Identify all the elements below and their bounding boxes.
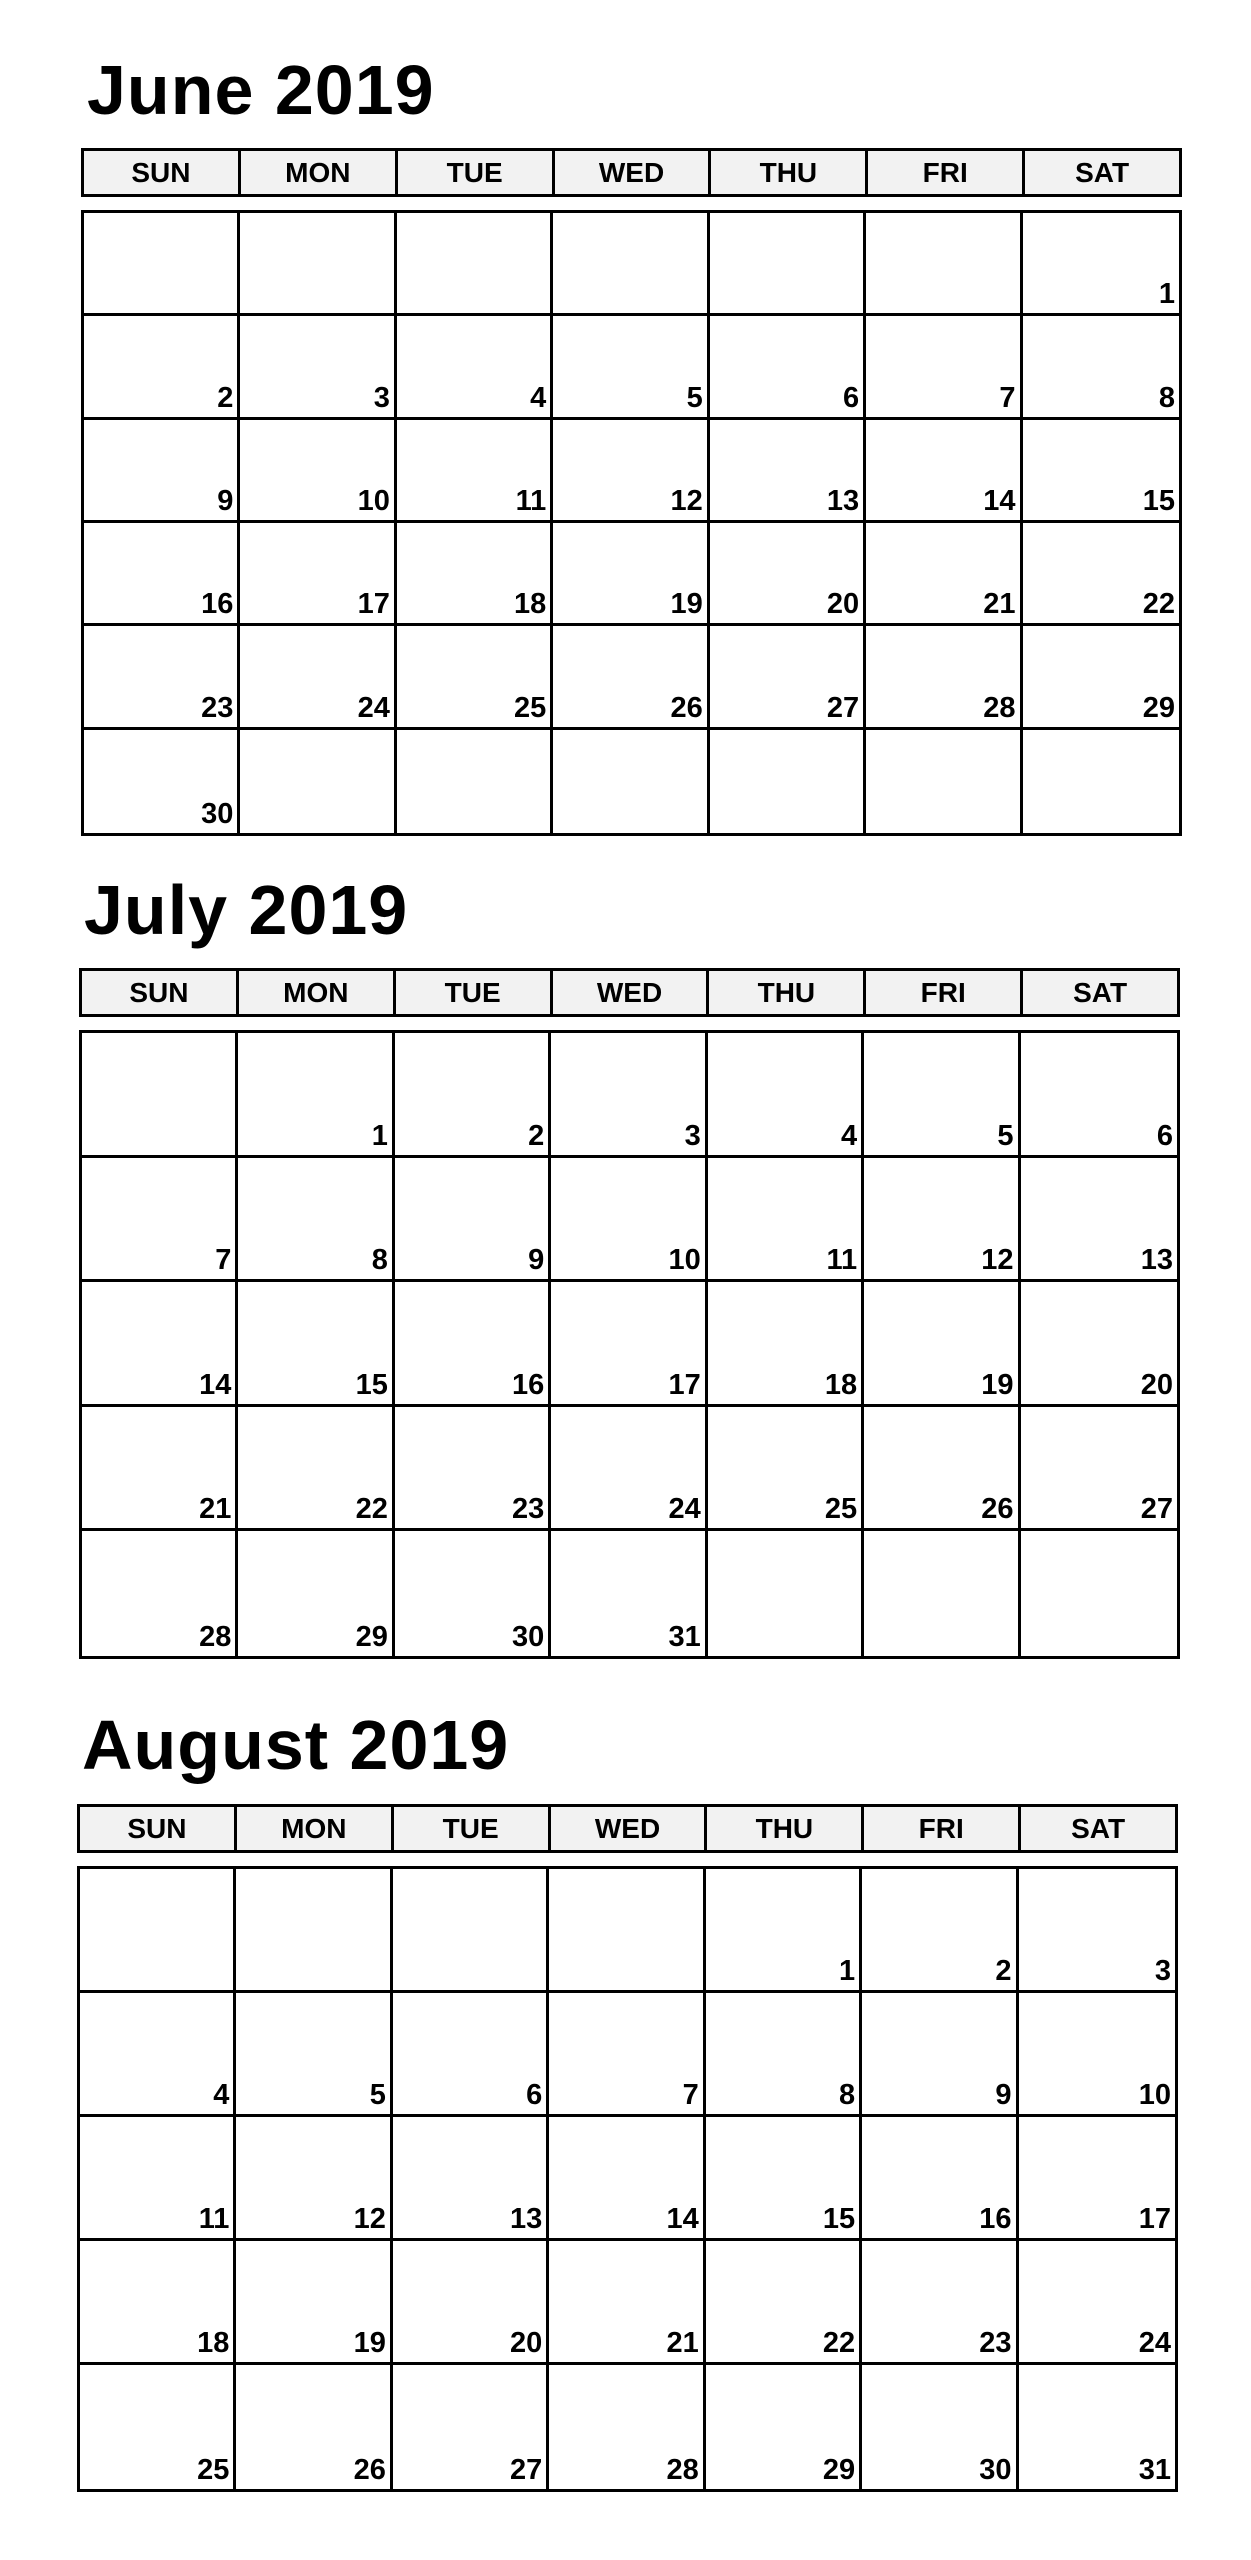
day-number: 23: [201, 691, 234, 724]
day-cell: [708, 1407, 864, 1532]
day-cell: [866, 626, 1022, 729]
day-number: 14: [983, 485, 1016, 517]
day-number: 7: [999, 381, 1016, 414]
day-number: 9: [995, 2079, 1012, 2111]
day-cell: [862, 2241, 1018, 2365]
empty-day-cell: [866, 730, 1022, 833]
day-number: 1: [1158, 278, 1175, 311]
day-cell: [710, 626, 866, 729]
day-cell: [80, 1993, 236, 2117]
day-number: 29: [355, 1620, 388, 1653]
day-number: 15: [822, 2203, 856, 2235]
day-cell: [549, 1993, 705, 2117]
day-number: 30: [979, 2454, 1012, 2486]
empty-day-cell: [710, 730, 866, 833]
day-number: 9: [217, 485, 234, 517]
empty-day-cell: [708, 1531, 864, 1656]
day-cell: [395, 1407, 551, 1532]
weekday-header-row: [77, 1804, 1178, 1853]
day-cell: [706, 2117, 862, 2241]
day-cell: [393, 2365, 549, 2489]
day-number: 3: [1154, 1955, 1171, 1987]
day-number: 26: [353, 2454, 386, 2486]
weekday-sun: SUN: [131, 156, 191, 188]
day-cell: [1021, 1158, 1177, 1283]
weekday-sun: SUN: [129, 976, 189, 1008]
day-number: 6: [843, 381, 860, 414]
day-cell: [236, 2365, 392, 2489]
day-cell: [706, 2241, 862, 2365]
day-cell: [862, 2117, 1018, 2241]
day-number: 8: [839, 2079, 856, 2111]
day-number: 29: [822, 2454, 856, 2486]
weekday-fri: FRI: [863, 971, 1020, 1014]
month-title: July 2019: [84, 871, 409, 949]
day-cell: [708, 1158, 864, 1283]
weekday-wed: WED: [552, 151, 709, 194]
day-number: 14: [666, 2203, 699, 2235]
day-number: 5: [686, 381, 703, 414]
day-number: 15: [1142, 485, 1175, 517]
weekday-header-row: [79, 968, 1180, 1017]
day-cell: [82, 1407, 238, 1532]
day-number: 24: [1138, 2327, 1171, 2359]
day-number: 24: [668, 1493, 701, 1526]
weekday-mon: MON: [238, 151, 395, 194]
day-number: 22: [1142, 588, 1175, 621]
weekday-tue: TUE: [391, 1807, 548, 1850]
day-number: 22: [822, 2327, 856, 2359]
day-cell: [395, 1033, 551, 1158]
day-number: 15: [355, 1368, 388, 1401]
weekday-wed: WED: [550, 971, 707, 1014]
day-cell: [710, 523, 866, 626]
day-cell: [84, 420, 240, 523]
day-cell: [84, 730, 240, 833]
weekday-mon: MON: [234, 1807, 391, 1850]
day-number: 26: [670, 691, 703, 724]
day-cell: [549, 2365, 705, 2489]
day-number: 21: [666, 2327, 699, 2359]
day-cell: [395, 1158, 551, 1283]
empty-day-cell: [240, 730, 396, 833]
day-cell: [238, 1531, 394, 1656]
weekday-thu: THU: [704, 1807, 861, 1850]
day-number: 19: [981, 1368, 1014, 1401]
day-cell: [551, 1158, 707, 1283]
day-number: 17: [357, 588, 390, 621]
day-number: 25: [514, 691, 547, 724]
day-cell: [82, 1282, 238, 1407]
weekday-mon: MON: [236, 971, 393, 1014]
day-number: 3: [373, 381, 390, 414]
weekday-header-row: [81, 148, 1182, 197]
weekday-sat: SAT: [1022, 151, 1179, 194]
day-cell: [82, 1158, 238, 1283]
day-cell: [1021, 1282, 1177, 1407]
day-cell: [236, 2241, 392, 2365]
day-number: 16: [979, 2203, 1012, 2235]
day-number: 30: [201, 798, 234, 830]
day-number: 28: [666, 2454, 699, 2486]
day-cell: [1019, 1993, 1175, 2117]
day-number: 11: [198, 2203, 230, 2235]
day-cell: [82, 1531, 238, 1656]
day-number: 28: [983, 691, 1016, 724]
day-cell: [84, 523, 240, 626]
day-number: 27: [510, 2454, 543, 2486]
day-cell: [1019, 1869, 1175, 1993]
day-cell: [238, 1407, 394, 1532]
day-number: 11: [515, 485, 547, 517]
day-number: 22: [355, 1493, 388, 1526]
day-cell: [553, 316, 709, 419]
day-number: 27: [826, 691, 860, 724]
day-number: 19: [670, 588, 703, 621]
day-number: 6: [526, 2079, 543, 2111]
day-cell: [551, 1282, 707, 1407]
day-number: 16: [512, 1368, 545, 1401]
day-number: 1: [839, 1955, 856, 1987]
calendar-grid: [77, 1866, 1178, 2492]
day-cell: [397, 316, 553, 419]
empty-day-cell: [240, 213, 396, 316]
day-number: 13: [510, 2203, 543, 2235]
empty-day-cell: [397, 730, 553, 833]
day-cell: [80, 2241, 236, 2365]
day-cell: [864, 1033, 1020, 1158]
empty-day-cell: [397, 213, 553, 316]
day-cell: [866, 523, 1022, 626]
day-cell: [866, 420, 1022, 523]
day-number: 18: [514, 588, 547, 621]
day-cell: [864, 1407, 1020, 1532]
day-cell: [708, 1282, 864, 1407]
day-number: 12: [981, 1244, 1014, 1277]
day-number: 5: [369, 2079, 386, 2111]
day-cell: [549, 2241, 705, 2365]
empty-day-cell: [393, 1869, 549, 1993]
day-number: 2: [528, 1119, 545, 1152]
day-number: 18: [197, 2327, 230, 2359]
day-cell: [710, 316, 866, 419]
day-cell: [551, 1033, 707, 1158]
day-number: 7: [682, 2079, 699, 2111]
day-number: 23: [979, 2327, 1012, 2359]
empty-day-cell: [864, 1531, 1020, 1656]
day-number: 3: [684, 1119, 701, 1152]
day-number: 2: [217, 381, 234, 414]
day-number: 31: [1138, 2454, 1171, 2486]
day-number: 12: [670, 485, 703, 517]
day-cell: [1021, 1407, 1177, 1532]
empty-day-cell: [82, 1033, 238, 1158]
day-cell: [238, 1033, 394, 1158]
empty-day-cell: [236, 1869, 392, 1993]
day-number: 2: [995, 1955, 1012, 1987]
empty-day-cell: [553, 213, 709, 316]
day-number: 17: [668, 1368, 701, 1401]
day-number: 31: [668, 1620, 701, 1653]
day-number: 19: [353, 2327, 386, 2359]
calendar-grid: [79, 1030, 1180, 1659]
empty-day-cell: [553, 730, 709, 833]
day-cell: [864, 1158, 1020, 1283]
day-cell: [1019, 2365, 1175, 2489]
day-cell: [710, 420, 866, 523]
day-number: 25: [197, 2454, 230, 2486]
day-number: 25: [824, 1493, 858, 1526]
empty-day-cell: [1023, 730, 1179, 833]
day-number: 11: [826, 1244, 858, 1277]
day-number: 20: [510, 2327, 543, 2359]
day-cell: [862, 2365, 1018, 2489]
empty-day-cell: [80, 1869, 236, 1993]
day-cell: [862, 1869, 1018, 1993]
day-number: 10: [668, 1244, 701, 1277]
day-cell: [236, 1993, 392, 2117]
day-cell: [864, 1282, 1020, 1407]
day-cell: [236, 2117, 392, 2241]
day-number: 4: [841, 1119, 858, 1152]
day-cell: [395, 1282, 551, 1407]
day-number: 21: [983, 588, 1016, 621]
day-number: 4: [213, 2079, 230, 2111]
weekday-tue: TUE: [393, 971, 550, 1014]
empty-day-cell: [549, 1869, 705, 1993]
day-cell: [84, 626, 240, 729]
day-number: 4: [530, 381, 547, 414]
day-number: 14: [199, 1368, 232, 1401]
day-number: 10: [357, 485, 390, 517]
day-number: 9: [528, 1244, 545, 1277]
day-cell: [706, 1993, 862, 2117]
day-number: 20: [1140, 1368, 1173, 1401]
day-cell: [240, 316, 396, 419]
month-title: August 2019: [82, 1706, 510, 1784]
day-number: 30: [512, 1620, 545, 1653]
empty-day-cell: [1021, 1531, 1177, 1656]
day-number: 1: [371, 1119, 388, 1152]
day-number: 28: [199, 1620, 232, 1653]
day-number: 27: [1140, 1493, 1173, 1526]
month-title: June 2019: [87, 51, 435, 129]
day-cell: [393, 2241, 549, 2365]
day-cell: [1023, 523, 1179, 626]
weekday-sat: SAT: [1018, 1807, 1175, 1850]
weekday-fri: FRI: [865, 151, 1022, 194]
empty-day-cell: [710, 213, 866, 316]
day-cell: [862, 1993, 1018, 2117]
day-cell: [238, 1158, 394, 1283]
day-number: 26: [981, 1493, 1014, 1526]
day-number: 8: [371, 1244, 388, 1277]
day-cell: [708, 1033, 864, 1158]
day-cell: [553, 523, 709, 626]
day-number: 7: [215, 1244, 232, 1277]
day-number: 5: [997, 1119, 1014, 1152]
day-cell: [549, 2117, 705, 2241]
day-number: 13: [1140, 1244, 1173, 1277]
day-number: 13: [826, 485, 860, 517]
day-cell: [866, 316, 1022, 419]
day-number: 21: [199, 1493, 232, 1526]
day-cell: [395, 1531, 551, 1656]
day-cell: [397, 523, 553, 626]
day-number: 16: [201, 588, 234, 621]
day-number: 23: [512, 1493, 545, 1526]
day-cell: [553, 420, 709, 523]
day-cell: [1023, 420, 1179, 523]
empty-day-cell: [866, 213, 1022, 316]
day-cell: [1021, 1033, 1177, 1158]
day-cell: [1019, 2117, 1175, 2241]
day-cell: [1023, 626, 1179, 729]
weekday-sun: SUN: [127, 1812, 187, 1844]
day-number: 6: [1156, 1119, 1173, 1152]
day-number: 29: [1142, 691, 1175, 724]
day-cell: [553, 626, 709, 729]
day-number: 17: [1138, 2203, 1171, 2235]
day-cell: [706, 1869, 862, 1993]
day-cell: [80, 2117, 236, 2241]
day-cell: [706, 2365, 862, 2489]
day-cell: [80, 2365, 236, 2489]
day-number: 24: [357, 691, 390, 724]
weekday-thu: THU: [708, 151, 865, 194]
day-cell: [240, 626, 396, 729]
day-cell: [393, 2117, 549, 2241]
day-cell: [393, 1993, 549, 2117]
day-cell: [238, 1282, 394, 1407]
day-cell: [551, 1531, 707, 1656]
empty-day-cell: [84, 213, 240, 316]
day-number: 10: [1138, 2079, 1171, 2111]
calendar-grid: [81, 210, 1182, 836]
day-cell: [240, 523, 396, 626]
day-number: 8: [1158, 381, 1175, 414]
weekday-fri: FRI: [861, 1807, 1018, 1850]
weekday-tue: TUE: [395, 151, 552, 194]
day-cell: [240, 420, 396, 523]
weekday-wed: WED: [548, 1807, 705, 1850]
day-number: 12: [353, 2203, 386, 2235]
day-cell: [397, 420, 553, 523]
day-cell: [397, 626, 553, 729]
day-cell: [1019, 2241, 1175, 2365]
weekday-thu: THU: [706, 971, 863, 1014]
day-cell: [1023, 316, 1179, 419]
day-number: 18: [824, 1368, 858, 1401]
day-number: 20: [826, 588, 860, 621]
day-cell: [551, 1407, 707, 1532]
weekday-sat: SAT: [1020, 971, 1177, 1014]
day-cell: [84, 316, 240, 419]
day-cell: [1023, 213, 1179, 316]
